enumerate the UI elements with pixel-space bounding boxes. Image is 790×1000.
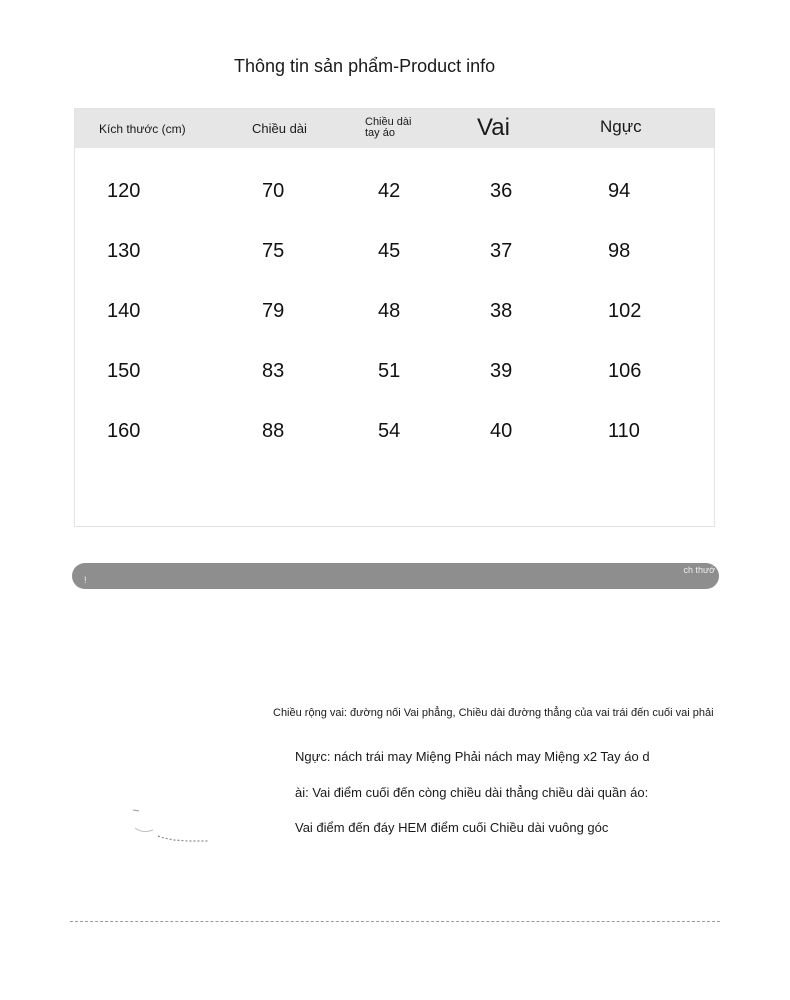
note-chest: Ngực: nách trái may Miệng Phải nách may Miệng x2 Tay áo d <box>295 749 650 764</box>
banner-text: ch thướ <box>683 565 715 575</box>
page-title: Thông tin sản phẩm-Product info <box>234 56 496 76</box>
cell-shoulder: 37 <box>490 240 513 262</box>
cell-sleeve: 48 <box>378 300 401 322</box>
cell-chest: 98 <box>608 240 631 262</box>
dashed-divider <box>70 921 720 922</box>
note-sleeve: ài: Vai điểm cuối đến còng chiều dài thẳng chiều dài quần áo: <box>295 785 649 800</box>
table-row <box>75 240 714 270</box>
cell-sleeve: 51 <box>378 360 401 382</box>
cell-shoulder: 36 <box>490 180 513 202</box>
header-length: Chiều dài <box>252 121 307 136</box>
cell-chest: 94 <box>608 180 631 202</box>
table-header <box>75 109 714 148</box>
cell-chest: 106 <box>608 360 642 382</box>
cell-size: 160 <box>107 420 141 442</box>
table-row <box>75 180 714 210</box>
header-chest: Ngực <box>600 117 642 136</box>
cell-length: 79 <box>262 300 285 322</box>
notice-banner <box>72 563 719 589</box>
cell-size: 150 <box>107 360 141 382</box>
size-table <box>74 108 715 527</box>
cell-size: 130 <box>107 240 141 262</box>
cell-shoulder: 40 <box>490 420 513 442</box>
garment-sketch-image <box>55 770 245 860</box>
cell-sleeve: 42 <box>378 180 401 202</box>
cell-length: 70 <box>262 180 285 202</box>
header-shoulder: Vai <box>477 114 510 141</box>
note-shoulder: Chiều rộng vai: đường nối Vai phẳng, Chiều dài đường thẳng của vai trái đến cuối vai phải <box>273 707 714 719</box>
cell-length: 88 <box>262 420 285 442</box>
banner-mark: ! <box>84 575 87 585</box>
cell-sleeve: 45 <box>378 240 401 262</box>
cell-chest: 102 <box>608 300 642 322</box>
table-row <box>75 300 714 330</box>
cell-shoulder: 39 <box>490 360 513 382</box>
note-length: Vai điểm đến đáy HEM điểm cuối Chiều dài vuông góc <box>295 820 609 835</box>
cell-chest: 110 <box>608 420 640 442</box>
header-size: Kích thước (cm) <box>99 122 186 136</box>
table-row <box>75 360 714 390</box>
cell-size: 120 <box>107 180 141 202</box>
table-row <box>75 420 714 450</box>
header-sleeve-length: Chiều dài tay áo <box>365 116 412 139</box>
cell-shoulder: 38 <box>490 300 513 322</box>
cell-sleeve: 54 <box>378 420 401 442</box>
cell-size: 140 <box>107 300 141 322</box>
cell-length: 75 <box>262 240 285 262</box>
cell-length: 83 <box>262 360 285 382</box>
